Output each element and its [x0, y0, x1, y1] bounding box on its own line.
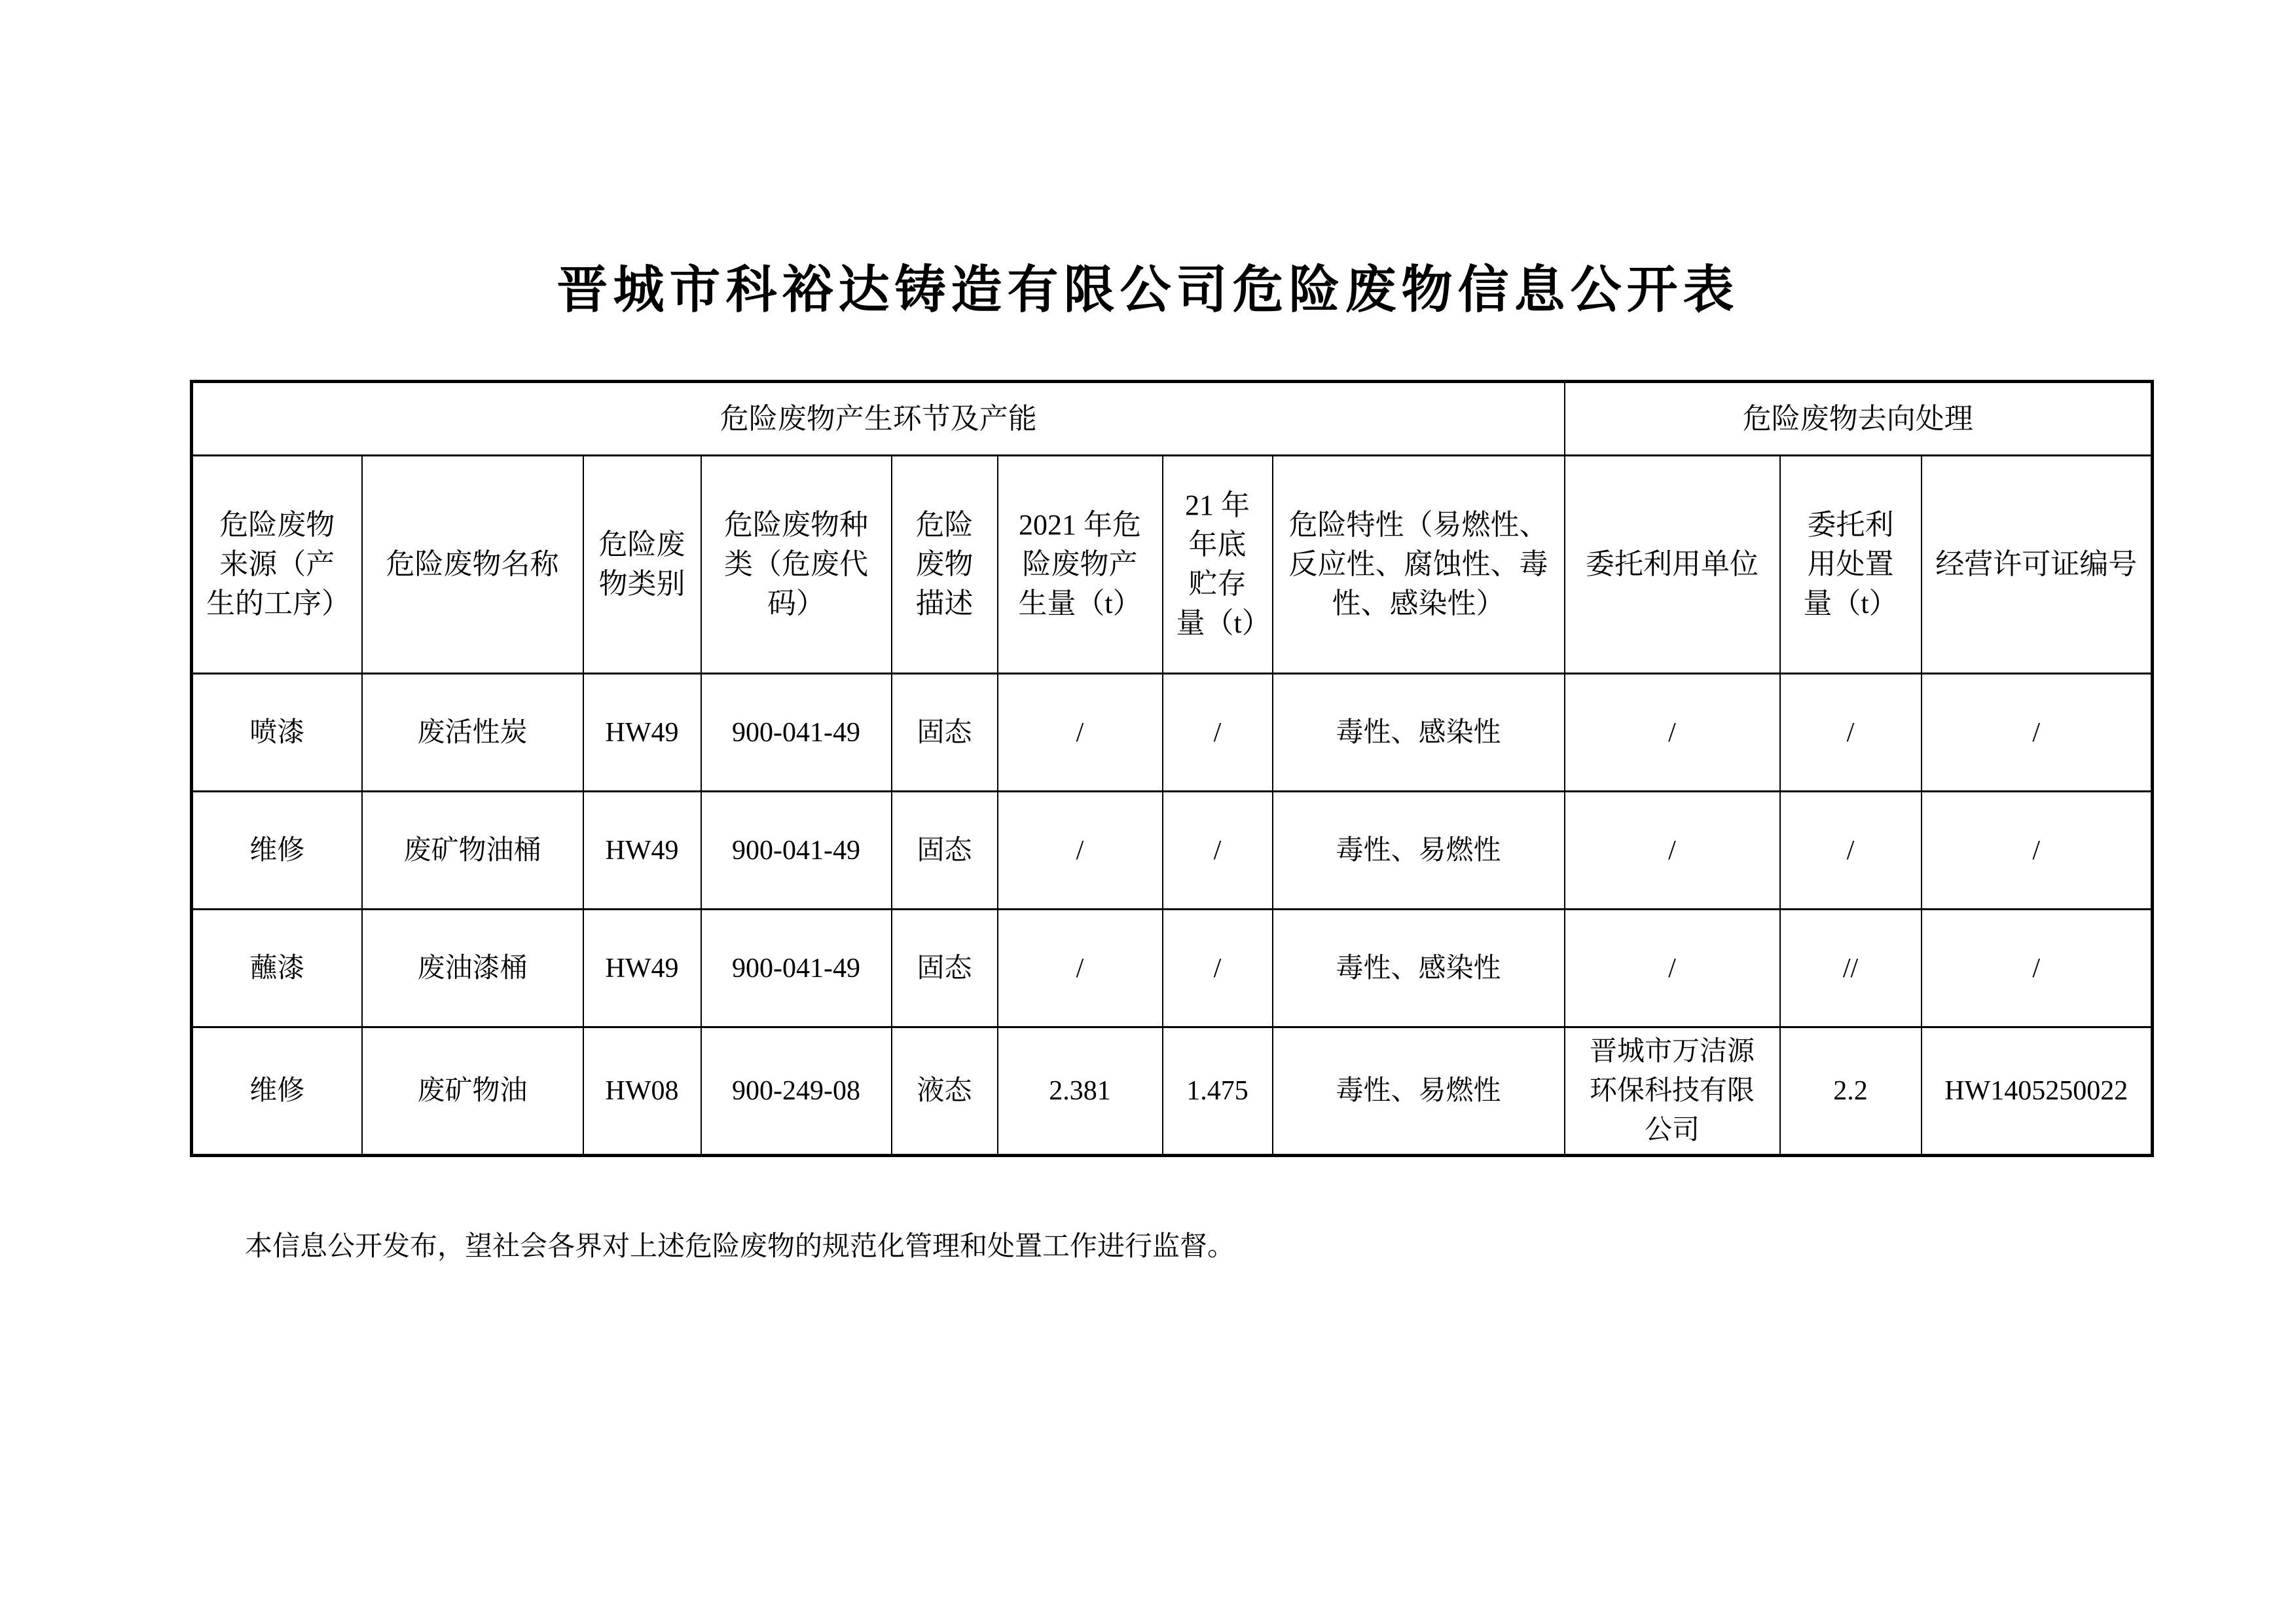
table-cell: / [1565, 674, 1780, 792]
table-cell: / [1780, 792, 1922, 910]
column-header-name: 危险废物名称 [362, 456, 583, 674]
table-cell: 1.475 [1163, 1027, 1273, 1156]
table-cell: 蘸漆 [192, 910, 362, 1027]
column-header-entrusted-amount: 委托利用处置量（t） [1780, 456, 1922, 674]
table-cell: 固态 [892, 674, 998, 792]
table-cell: / [1922, 910, 2153, 1027]
column-header-hazard-traits: 危险特性（易燃性、反应性、腐蚀性、毒性、感染性） [1273, 456, 1565, 674]
column-header-entrusted-unit: 委托利用单位 [1565, 456, 1780, 674]
table-cell: / [1565, 792, 1780, 910]
column-header-code: 危险废物种类（危废代码） [701, 456, 892, 674]
table-cell: / [1163, 792, 1273, 910]
column-header-2021-output: 2021 年危险废物产生量（t） [998, 456, 1163, 674]
table-cell: / [1780, 674, 1922, 792]
column-header-description: 危险废物描述 [892, 456, 998, 674]
table-cell: 废矿物油桶 [362, 792, 583, 910]
table-cell: HW49 [583, 792, 701, 910]
table-cell: 毒性、感染性 [1273, 910, 1565, 1027]
table-cell: / [1163, 674, 1273, 792]
table-cell: / [1922, 792, 2153, 910]
table-cell: 固态 [892, 792, 998, 910]
table-cell: 喷漆 [192, 674, 362, 792]
table-cell: 液态 [892, 1027, 998, 1156]
table-cell: HW49 [583, 674, 701, 792]
table-cell: 废油漆桶 [362, 910, 583, 1027]
hazardous-waste-table [190, 380, 2154, 1157]
table-cell: 900-041-49 [701, 792, 892, 910]
table-cell: 固态 [892, 910, 998, 1027]
group-header-generation: 危险废物产生环节及产能 [192, 382, 1565, 456]
table-cell: HW49 [583, 910, 701, 1027]
table-cell: 2.2 [1780, 1027, 1922, 1156]
table-cell: 晋城市万洁源环保科技有限公司 [1565, 1027, 1780, 1156]
disclosure-statement: 本信息公开发布，望社会各界对上述危险废物的规范化管理和处置工作进行监督。 [245, 1232, 1235, 1262]
table-cell: / [998, 910, 1163, 1027]
table-cell: HW1405250022 [1922, 1027, 2153, 1156]
table-cell: 废活性炭 [362, 674, 583, 792]
table-cell: / [1922, 674, 2153, 792]
table-cell: 2.381 [998, 1027, 1163, 1156]
table-cell: 900-041-49 [701, 910, 892, 1027]
table-cell: 维修 [192, 1027, 362, 1156]
table-cell: / [1565, 910, 1780, 1027]
page-title: 晋城市科裕达铸造有限公司危险废物信息公开表 [556, 261, 1740, 318]
table-cell: 900-249-08 [701, 1027, 892, 1156]
table-cell: / [998, 674, 1163, 792]
column-header-license-number: 经营许可证编号 [1922, 456, 2153, 674]
table-cell: // [1780, 910, 1922, 1027]
table-row [192, 674, 2153, 792]
table-column-header-row [192, 456, 2153, 674]
table-row [192, 1027, 2153, 1156]
column-header-yearend-storage: 21 年年底贮存量（t） [1163, 456, 1273, 674]
group-header-disposal: 危险废物去向处理 [1565, 382, 2153, 456]
table-cell: / [998, 792, 1163, 910]
column-header-source: 危险废物来源（产生的工序） [192, 456, 362, 674]
table-cell: / [1163, 910, 1273, 1027]
table-cell: 毒性、易燃性 [1273, 792, 1565, 910]
table-cell: 废矿物油 [362, 1027, 583, 1156]
table-row [192, 910, 2153, 1027]
table-cell: HW08 [583, 1027, 701, 1156]
table-cell: 毒性、易燃性 [1273, 1027, 1565, 1156]
table-group-header-row [192, 382, 2153, 456]
table-row [192, 792, 2153, 910]
table-cell: 维修 [192, 792, 362, 910]
column-header-category: 危险废物类别 [583, 456, 701, 674]
table-cell: 900-041-49 [701, 674, 892, 792]
table-cell: 毒性、感染性 [1273, 674, 1565, 792]
